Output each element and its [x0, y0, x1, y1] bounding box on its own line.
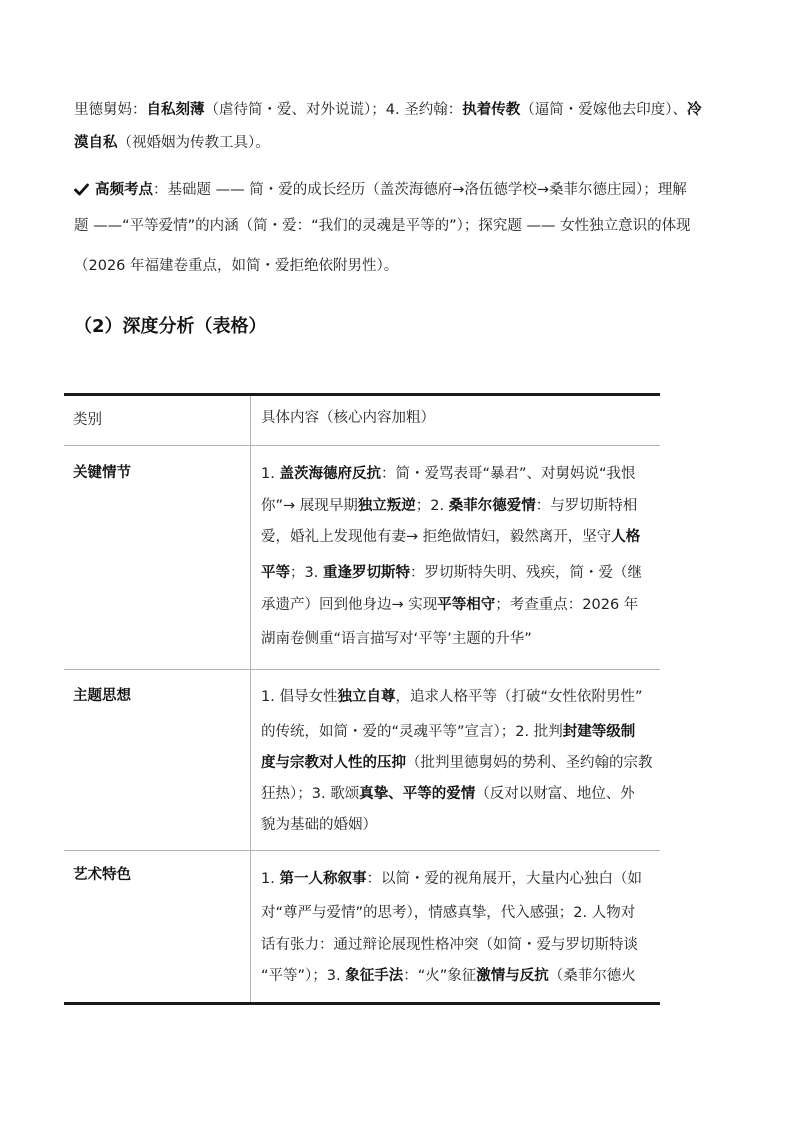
- header-category: 类别: [73, 412, 102, 428]
- table-divider: [64, 669, 660, 670]
- cell-line: 的传统，如简・爱的“灵魂平等”宣言）；2. 批判封建等级制: [261, 724, 636, 740]
- table-top-rule: [64, 393, 660, 396]
- intro-line-1: 里德舅妈：自私刻薄（虐待简・爱、对外说谎）；4. 圣约翰：执着传教（逼简・爱嫁他去印度）、冷: [74, 102, 702, 118]
- cell-line: 平等；3. 重逢罗切斯特：罗切斯特失明、残疾，简・爱（继: [261, 565, 642, 581]
- cell-line: 承遗产）回到他身边→ 实现平等相守；考查重点：2026 年: [261, 597, 639, 613]
- row-category-plot: 关键情节: [73, 465, 131, 481]
- cell-line: 1. 第一人称叙事：以简・爱的视角展开，大量内心独白（如: [261, 871, 642, 887]
- table-column-divider: [250, 396, 251, 1002]
- table-bottom-rule: [64, 1002, 660, 1005]
- cell-line: 话有张力：通过辩论展现性格冲突（如简・爱与罗切斯特谈: [261, 937, 638, 953]
- cell-line: 湖南卷侧重“语言描写对‘平等’主题的升华”: [261, 631, 532, 647]
- exam-line-3: （2026 年福建卷重点，如简・爱拒绝依附男性）。: [74, 258, 399, 274]
- exam-line-2: 题 ——“平等爱情”的内涵（简・爱：“我们的灵魂是平等的”）；探究题 —— 女性独立意识的体现: [74, 218, 691, 234]
- cell-line: 度与宗教对人性的压抑（批判里德舅妈的势利、圣约翰的宗教: [261, 755, 653, 771]
- analysis-table: 类别 具体内容（核心内容加粗） 关键情节 1. 盖茨海德府反抗：简・爱骂表哥“暴君”、对舅妈说“我恨 你”→ 展现早期独立叛逆；2. 桑菲尔德爱情：与罗切斯特相 爱，婚礼上发现他有妻→ 拒绝做情妇，毅然离开，坚守人格 平等；3. 重逢罗切斯特：罗切斯特失明、残疾，简・爱（继 承遗产）回到他身边→ 实现平等相守；考查重点：2026 年 湖南卷侧重“语言描写对‘平等’主题的升华” 主题思想 1. 倡导女性独立自尊，追求人格平等（打破“女性依附男性” 的传统，如简・爱的“灵魂平等”宣言）；2. 批判封建等级制 度与宗教对人性的压抑（批判里德舅妈的势利、圣约翰的宗教 狂热）；3. 歌颂真挚、平等的爱情（反对以财富、地位、外 貌为基础的婚姻） 艺术特色 1. 第一人称叙事：以简・爱的视角展开，大量内心独白（如 对“尊严与爱情”的思考），情感真挚，代入感强；2. 人物对 话有张力：通过辩论展现性格冲突（如简・爱与罗切斯特谈 “平等”）；3. 象征手法：“火”象征激情与反抗（桑菲尔德火: [64, 393, 660, 1005]
- exam-line-1: 高频考点：基础题 —— 简・爱的成长经历（盖茨海德府→洛伍德学校→桑菲尔德庄园）；理解: [74, 180, 687, 202]
- cell-line: 貌为基础的婚姻）: [261, 817, 377, 833]
- cell-line: “平等”）；3. 象征手法：“火”象征激情与反抗（桑菲尔德火: [261, 968, 636, 984]
- cell-line: 1. 盖茨海德府反抗：简・爱骂表哥“暴君”、对舅妈说“我恨: [261, 466, 636, 482]
- intro-line-2: 漠自私（视婚姻为传教工具）。: [74, 135, 270, 151]
- table-divider: [64, 850, 660, 851]
- cell-line: 狂热）；3. 歌颂真挚、平等的爱情（反对以财富、地位、外: [261, 786, 635, 802]
- cell-line: 爱，婚礼上发现他有妻→ 拒绝做情妇，毅然离开，坚守人格: [261, 529, 641, 545]
- checkmark-icon: [74, 182, 89, 202]
- row-category-art: 艺术特色: [73, 867, 131, 883]
- row-category-theme: 主题思想: [73, 688, 131, 704]
- cell-line: 对“尊严与爱情”的思考），情感真挚，代入感强；2. 人物对: [261, 905, 636, 921]
- cell-line: 1. 倡导女性独立自尊，追求人格平等（打破“女性依附男性”: [261, 689, 643, 705]
- section-title: （2）深度分析（表格）: [74, 316, 267, 337]
- cell-line: 你”→ 展现早期独立叛逆；2. 桑菲尔德爱情：与罗切斯特相: [261, 498, 638, 514]
- table-divider: [64, 445, 660, 446]
